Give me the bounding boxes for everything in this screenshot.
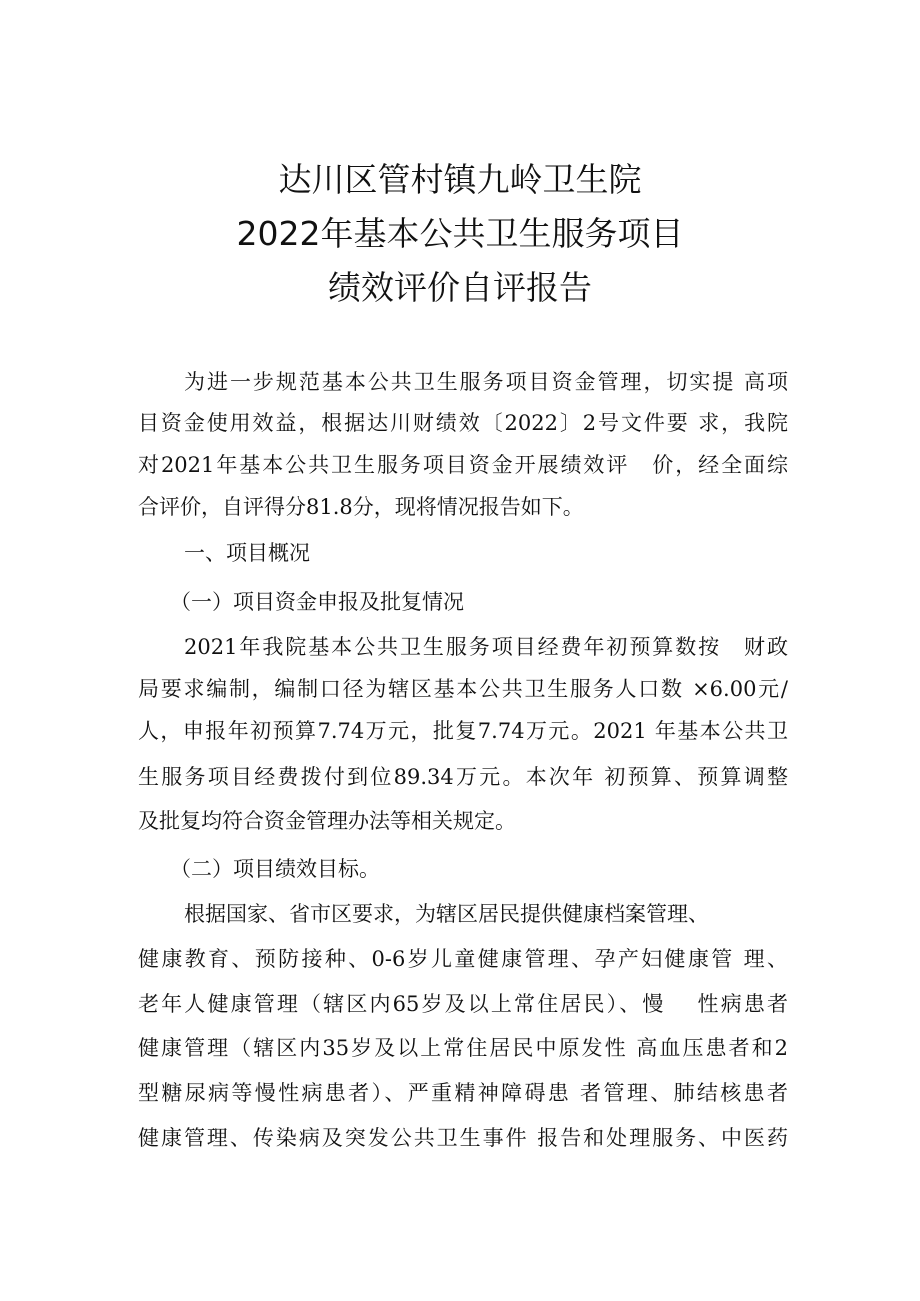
para1-line-4: 生服务项目经费拨付到位89.34万元。本次年 初预算、预算调整 <box>138 765 788 789</box>
title-line-3: 绩效评价自评报告 <box>328 268 592 307</box>
para2-line-5: 型糖尿病等慢性病患者）、严重精神障碍患 者管理、肺结核患者 <box>138 1081 788 1105</box>
subsection-heading-1: （一）项目资金申报及批复情况 <box>170 590 464 614</box>
para1-line-3: 人，申报年初预算7.74万元，批复7.74万元。2021 年基本公共卫 <box>138 719 788 743</box>
intro-line-3: 对2021年基本公共卫生服务项目资金开展绩效评 价，经全面综 <box>138 453 788 477</box>
para2-line-4: 健康管理（辖区内35岁及以上常住居民中原发性 高血压患者和2 <box>138 1036 788 1060</box>
para1-line-5: 及批复均符合资金管理办法等相关规定。 <box>138 809 516 833</box>
intro-line-1: 为进一步规范基本公共卫生服务项目资金管理，切实提 高项 <box>184 370 788 394</box>
para1-line-2: 局要求编制，编制口径为辖区基本公共卫生服务人口数 ×6.00元/ <box>138 677 788 701</box>
para2-line-1: 根据国家、省市区要求，为辖区居民提供健康档案管理、 <box>184 902 709 926</box>
para2-line-2: 健康教育、预防接种、0-6岁儿童健康管理、孕产妇健康管 理、 <box>138 947 788 971</box>
title-line-2: 2022年基本公共卫生服务项目 <box>236 214 684 253</box>
para2-line-6: 健康管理、传染病及突发公共卫生事件 报告和处理服务、中医药 <box>138 1126 788 1150</box>
para2-line-3: 老年人健康管理（辖区内65岁及以上常住居民）、慢 性病患者 <box>138 992 788 1016</box>
subsection-heading-2: （二）项目绩效目标。 <box>170 857 380 881</box>
section-heading-1: 一、项目概况 <box>184 541 310 565</box>
intro-line-4: 合评价，自评得分81.8分，现将情况报告如下。 <box>138 495 584 519</box>
title-line-1: 达川区管村镇九岭卫生院 <box>278 160 642 199</box>
para1-line-1: 2021年我院基本公共卫生服务项目经费年初预算数按 财政 <box>184 635 788 659</box>
intro-line-2: 目资金使用效益，根据达川财绩效〔2022〕2号文件要 求，我院 <box>138 411 788 435</box>
